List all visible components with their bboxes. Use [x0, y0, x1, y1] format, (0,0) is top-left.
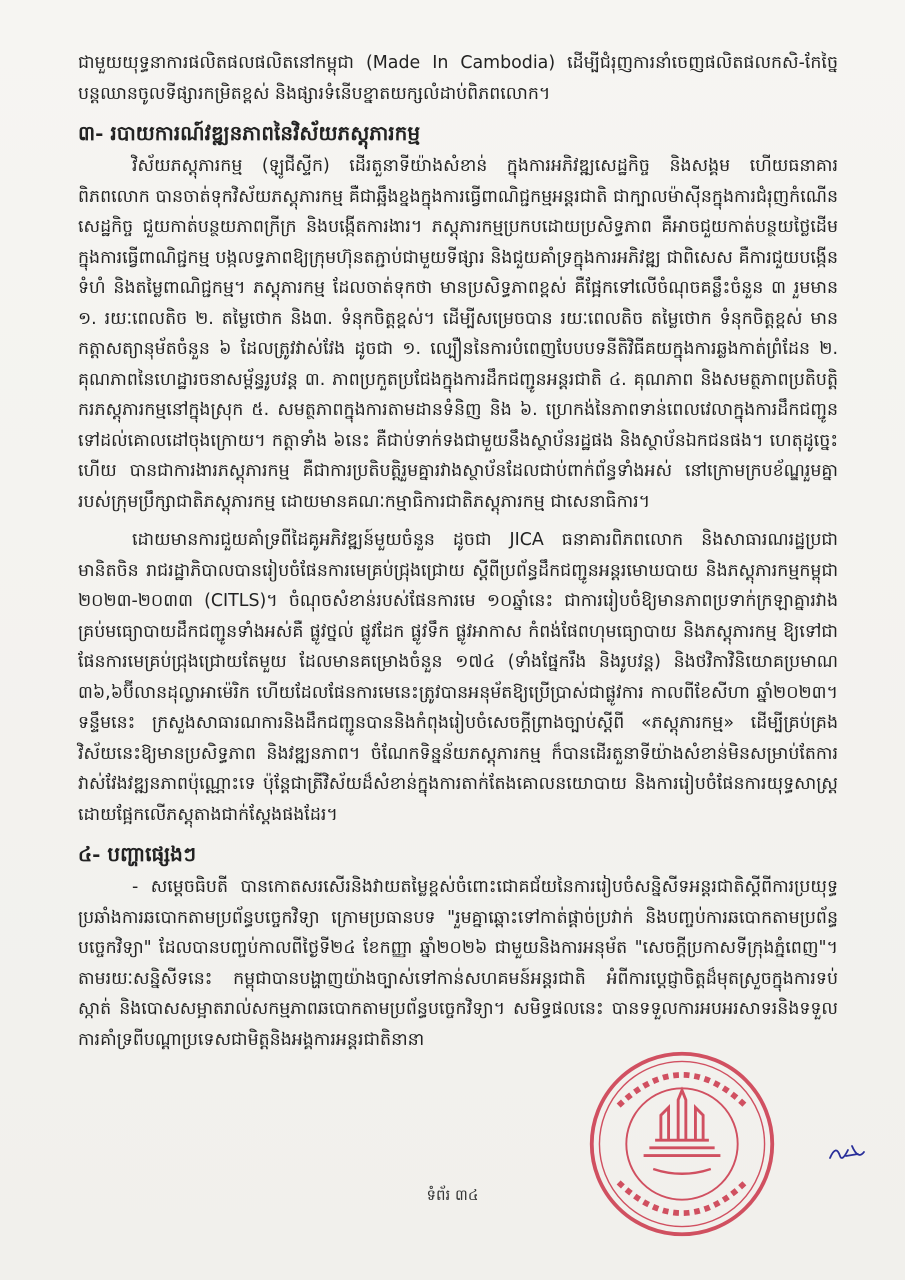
section-3-paragraph-2: ដោយមានការជួយគាំទ្រពីដៃគូអភិវឌ្ឍន៍មួយចំនួន ដូចជា JICA ធនាគារពិភពលោក និងសាធារណរដ្ឋប្រជាមានិតចិន រាជរដ្ឋាភិបាលបានរៀបចំផែនការមេគ្រប់ជ្រុងជ្រោយ ស្តីពីប្រព័ន្ធដឹកជញ្ជូនអន្តរមោឃបាយ និងភស្តុភារកម្មកម្ពុជា ២០២៣-២០៣៣ (CITLS)។ ចំណុចសំខាន់របស់ផែនការមេ ១០ឆ្នាំនេះ ជាការរៀបចំឱ្យមានភាពប្រទាក់ក្រឡាគ្នារវាងគ្រប់មធ្យោបាយដឹកជញ្ជូនទាំងអស់គឺ ផ្លូវថ្នល់ ផ្លូវដែក ផ្លូវទឹក ផ្លូវអាកាស កំពង់ផែពហុមធ្យោបាយ និងភស្តុភារកម្ម ឱ្យទៅជាផែនការមេគ្រប់ជ្រុងជ្រោយតែមួយ ដែលមានគម្រោងចំនួន ១៧៤ (ទាំងផ្នែករឹង និងរូបវន្ត) និងថវិកាវិនិយោគប្រមាណ ៣៦,៦ប៊ីលានដុល្លាអាម៉េរិក ហើយដែលផែនការមេនេះត្រូវបានអនុម័តឱ្យប្រើប្រាស់ជាផ្លូវការ កាលពីខែសីហា ឆ្នាំ២០២៣។ ទន្ទឹមនេះ ក្រសួងសាធារណការនិងដឹកជញ្ជូនបាននិងកំពុងរៀបចំសេចក្តីព្រាងច្បាប់ស្តីពី «ភស្តុភារកម្ម» ដើម្បីគ្រប់គ្រងវិស័យនេះឱ្យមានប្រសិទ្ធភាព និងវឌ្ឍនភាព។ ចំណែកទិន្នន័យភស្តុភារកម្ម ក៏បានដើរតួនាទីយ៉ាងសំខាន់មិនសម្រាប់តែការវាស់វែងវឌ្ឍនភាពប៉ុណ្ណោះទេ ប៉ុន្តែជាត្រីវិស័យដ៏សំខាន់ក្នុងការតាក់តែងគោលនយោបាយ និងការរៀបចំផែនការយុទ្ធសាស្ត្រ ដោយផ្អែកលើភស្តុតាងជាក់ស្តែងផងដែរ។	[78, 530, 838, 825]
section-4-paragraph-1: - សម្តេចធិបតី បានកោតសរសើរនិងវាយតម្លៃខ្ពស់ចំពោះជោគជ័យនៃការរៀបចំសន្និសីទអន្តរជាតិស្តីពីការប្រយុទ្ធប្រឆាំងការឆបោកតាមប្រព័ន្ធបច្ចេកវិទ្យា ក្រោមប្រធានបទ "រួមគ្នាឆ្ពោះទៅកាត់ផ្តាច់ប្រវាក់ និងបញ្ចប់ការឆបោកតាមប្រព័ន្ធបច្ចេកវិទ្យា" ដែលបានបញ្ចប់កាលពីថ្ងៃទី២៤ ខែកញ្ញា ឆ្នាំ២០២៦ ជាមួយនិងការអនុម័ត "សេចក្តីប្រកាសទីក្រុងភ្នំពេញ"។ តាមរយៈសន្និសីទនេះ កម្ពុជាបានបង្ហាញយ៉ាងច្បាស់ទៅកាន់សហគមន៍អន្តរជាតិ អំពីការប្តេជ្ញាចិត្តដ៏មុតស្រួចក្នុងការទប់ស្កាត់ និងបោសសម្អាតរាល់សកម្មភាពឆបោកតាមប្រព័ន្ធបច្ចេកវិទ្យា។ សមិទ្ធផលនេះ បានទទួលការអបអរសាទរនិងទទួលការគាំទ្រពីបណ្តាប្រទេសជាមិត្តនិងអង្គការអន្តរជាតិនានា	[78, 877, 838, 1050]
intro-paragraph: ជាមួយយុទ្ធនាការផលិតផលផលិតនៅកម្ពុជា (Made In Cambodia) ដើម្បីជំរុញការនាំចេញផលិតផលកសិ-កែច្នៃ បន្តឈានចូលទីផ្សារកម្រិតខ្ពស់ និងផ្សារទំនើបខ្នាតយក្សលំដាប់ពិភពលោក។	[78, 53, 838, 104]
section-3-heading: ៣- របាយការណ៍វឌ្ឍនភាពនៃវិស័យភស្តុភារកម្ម	[78, 121, 421, 145]
section-3-paragraph-1: វិស័យភស្តុភារកម្ម (ឡូជីស្ទីក) ដើរតួនាទីយ៉ាងសំខាន់ ក្នុងការអភិវឌ្ឍសេដ្ឋកិច្ច និងសង្គម ហើយធនាគារពិភពលោក បានចាត់ទុកវិស័យភស្តុភារកម្ម គឺជាឆ្អឹងខ្នងក្នុងការធ្វើពាណិជ្ជកម្មអន្តរជាតិ ជាក្បាលម៉ាស៊ីនក្នុងការជំរុញកំណើនសេដ្ឋកិច្ច ជួយកាត់បន្ថយភាពក្រីក្រ និងបង្កើតការងារ។ ភស្តុភារកម្មប្រកបដោយប្រសិទ្ធភាព គឺអាចជួយកាត់បន្ថយថ្លៃដើមក្នុងការធ្វើពាណិជ្ជកម្ម បង្កលទ្ធភាពឱ្យក្រុមហ៊ុនតភ្ជាប់ជាមួយទីផ្សារ និងជួយគាំទ្រក្នុងការអភិវឌ្ឍ ជាពិសេស គឺការជួយបង្កើនទំហំ និងតម្លៃពាណិជ្ជកម្ម។ ភស្តុភារកម្ម ដែលចាត់ទុកថា មានប្រសិទ្ធភាពខ្ពស់ គឺផ្អែកទៅលើចំណុចគន្លឹះចំនួន ៣ រួមមាន ១. រយៈពេលតិច ២. តម្លៃថោក និង៣. ទំនុកចិត្តខ្ពស់។ ដើម្បីសម្រេចបាន រយៈពេលតិច តម្លៃថោក ទំនុកចិត្តខ្ពស់ មានកត្តាសត្យានុម័តចំនួន ៦ ដែលត្រូវវាស់វែង ដូចជា ១. ល្បឿននៃការបំពេញបែបបទនីតិវិធីគយក្នុងការឆ្លងកាត់ព្រំដែន ២. គុណភាពនៃហេដ្ឋារចនាសម្ព័ន្ធរូបវន្ត ៣. ភាពប្រកួតប្រជែងក្នុងការដឹកជញ្ជូនអន្តរជាតិ ៤. គុណភាព និងសមត្ថភាពប្រតិបត្តិករភស្តុភារកម្មនៅក្នុងស្រុក ៥. សមត្ថភាពក្នុងការតាមដានទំនិញ និង ៦. ហ្រេកង់នៃភាពទាន់ពេលវេលាក្នុងការដឹកជញ្ជូនទៅដល់គោលដៅចុងក្រោយ។ កត្តាទាំង ៦នេះ គឺជាប់ទាក់ទងជាមួយនឹងស្ថាប័នរដ្ឋផង និងស្ថាប័នឯកជនផង។ ហេតុដូច្នេះហើយ បានជាការងារភស្តុភារកម្ម គឺជាការប្រតិបត្តិរួមគ្នារវាងស្ថាប័នដែលជាប់ពាក់ព័ន្ធទាំងអស់ នៅក្រោមក្របខ័ណ្ឌរួមគ្នា របស់ក្រុមប្រឹក្សាជាតិភស្តុភារកម្ម ដោយមានគណៈកម្មាធិការជាតិភស្តុភារកម្ម ជាសេនាធិការ។	[78, 156, 838, 512]
section-4-heading: ៤- បញ្ហាផ្សេងៗ	[78, 842, 196, 866]
handwritten-initials	[828, 1142, 868, 1164]
page-number: ទំព័រ ៣៤	[426, 1186, 479, 1204]
official-seal-icon	[586, 1048, 778, 1240]
document-body	[78, 48, 838, 1055]
